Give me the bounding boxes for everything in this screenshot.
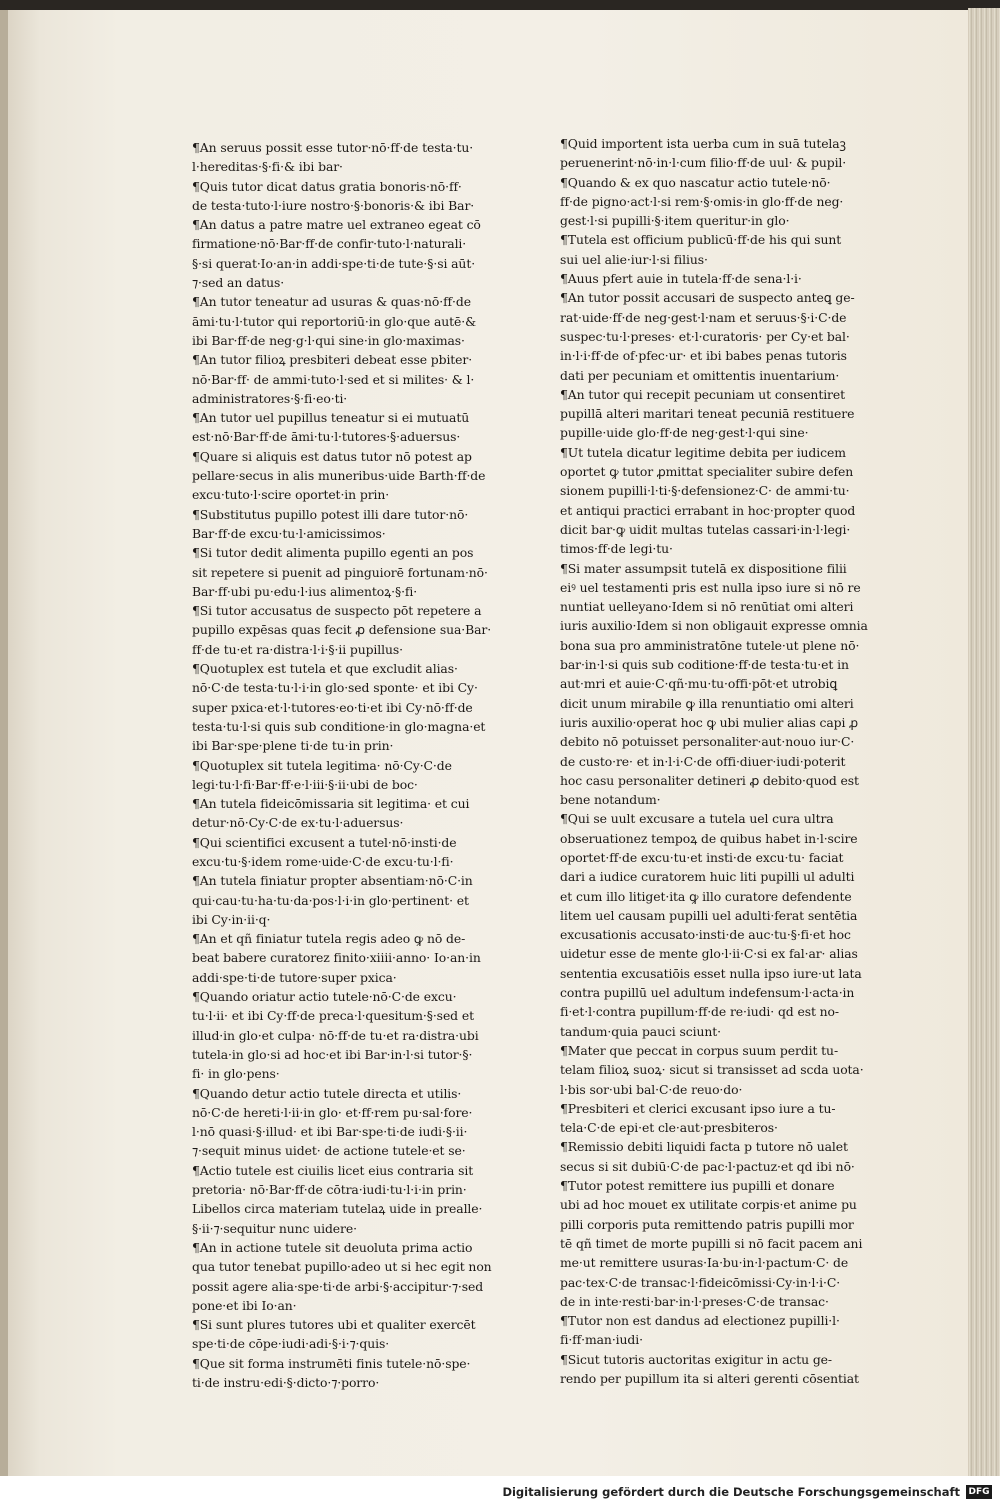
text-line: ibi Bar·ff·de neg·g·l·qui sine·in glo·maximas· xyxy=(192,332,465,348)
text-line: l·bis sor·ubi bal·C·de reuo·do· xyxy=(560,1081,743,1097)
text-line: aut·mri et auie·C·qñ·mu·tu·offi·pōt·et utrobiꝗ xyxy=(560,676,838,692)
text-line: Libellos circa materiam tutelaꝝ uide in prealle· xyxy=(192,1201,483,1217)
text-line: ff·de tu·et ra·distra·l·i·§·ii pupillus· xyxy=(192,641,404,657)
text-line: ¶An tutor teneatur ad usuras & quas·nō·ff·de xyxy=(192,294,471,310)
text-line: nō·C·de testa·tu·l·i·in glo·sed sponte· et ibi Cy· xyxy=(192,680,478,696)
credit-text: Digitalisierung gefördert durch die Deutsche Forschungsgemeinschaft xyxy=(502,1485,960,1499)
text-line: dari a iudice curatorem huic liti pupilli ul adulti xyxy=(560,869,855,885)
text-line: est·nō·Bar·ff·de āmi·tu·l·tutores·§·aduersus· xyxy=(192,429,461,445)
text-line: tu·l·ii· et ibi Cy·ff·de preca·l·quesitum·§·sed et xyxy=(192,1008,474,1024)
text-line: telam filioꝝ suoꝝ· sicut si transisset ad scda uota· xyxy=(560,1062,864,1078)
text-line: ¶Quando & ex quo nascatur actio tutele·nō· xyxy=(560,174,831,190)
text-line: ¶An tutor qui recepit pecuniam ut consentiret xyxy=(560,386,845,402)
page-edges xyxy=(968,8,1000,1478)
text-line: legi·tu·l·fi·Bar·ff·e·l·iii·§·ii·ubi de boc· xyxy=(192,776,418,792)
text-line: ¶Quid importent ista uerba cum in suā tutelaꝫ xyxy=(560,136,846,151)
binding-gutter xyxy=(0,10,8,1476)
text-line: bona sua pro amministratōne tutele·ut plene nō· xyxy=(560,637,860,653)
text-line: pupillā alteri maritari teneat pecuniā restituere xyxy=(560,406,855,422)
text-line: pretoria· nō·Bar·ff·de cōtra·iudi·tu·l·i·in prin· xyxy=(192,1182,467,1198)
text-line: addi·spe·ti·de tutore·super pxica· xyxy=(192,969,397,985)
text-line: pone·et ibi Io·an· xyxy=(192,1297,297,1313)
text-line: ¶An et qñ finiatur tutela regis adeo ꝙ nō de- xyxy=(192,931,466,947)
text-line: tutela·in glo·si ad hoc·et ibi Bar·in·l·si tutor·§· xyxy=(192,1046,473,1062)
text-column-left xyxy=(192,138,532,1392)
text-column-right xyxy=(560,134,910,1388)
text-line: ¶Si mater assumpsit tutelā ex dispositione filii xyxy=(560,560,847,576)
text-line: excu·tu·§·idem rome·uide·C·de excu·tu·l·fi· xyxy=(192,853,454,869)
text-line: firmatione·nō·Bar·ff·de confir·tuto·l·naturali· xyxy=(192,236,467,252)
text-line: bar·in·l·si quis sub coditione·ff·de testa·tu·et in xyxy=(560,657,849,673)
text-line: ¶An in actione tutele sit deuoluta prima actio xyxy=(192,1239,473,1255)
text-line: qui·cau·tu·ha·tu·da·pos·l·i·in glo·pertinent· et xyxy=(192,892,469,908)
text-line: tela·C·de epi·et cle·aut·presbiteros· xyxy=(560,1120,778,1136)
text-line: ¶Quis tutor dicat datus gratia bonoris·nō·ff· xyxy=(192,178,462,194)
text-line: l·hereditas·§·fi·& ibi bar· xyxy=(192,159,343,175)
text-line: fi· in glo·pens· xyxy=(192,1066,280,1082)
text-line: ibi Bar·spe·plene ti·de tu·in prin· xyxy=(192,738,394,754)
text-line: ¶Substitutus pupillo potest illi dare tutor·nō· xyxy=(192,506,469,522)
text-line: §·ii·⁊·sequitur nunc uidere· xyxy=(192,1220,357,1236)
text-line: peruenerint·nō·in·l·cum filio·ff·de uul· & pupil· xyxy=(560,155,847,171)
text-line: ¶Que sit forma instrumēti finis tutele·nō·spe· xyxy=(192,1355,471,1371)
text-line: me·ut remittere usuras·Ia·bu·in·l·pactum·C· de xyxy=(560,1255,849,1271)
text-line: tē qñ timet de morte pupilli si nō facit pacem ani xyxy=(560,1235,863,1251)
text-line: de custo·re· et in·l·i·C·de offi·diuer·iudi·poterit xyxy=(560,753,846,769)
text-line: ¶Quando detur actio tutele directa et utilis· xyxy=(192,1085,462,1101)
text-line: iuris auxilio·operat hoc ꝙ ubi mulier alias capi ꝓ xyxy=(560,714,858,730)
text-line: ¶Tutor potest remittere ius pupilli et donare xyxy=(560,1178,835,1194)
text-line: ¶Tutor non est dandus ad electionez pupilli·l· xyxy=(560,1313,840,1329)
text-line: ¶Mater que peccat in corpus suum perdit tu- xyxy=(560,1042,839,1058)
text-line: debito nō potuisset personaliter·aut·nouo iur·C· xyxy=(560,734,855,750)
text-line: super pxica·et·l·tutores·eo·ti·et ibi Cy·nō·ff·de xyxy=(192,699,473,715)
dfg-logo: DFG xyxy=(966,1485,992,1499)
text-line: ¶An tutor possit accusari de suspecto anteꝗ ge- xyxy=(560,290,855,306)
text-line: timos·ff·de legi·tu· xyxy=(560,541,673,557)
text-line: bene notandum· xyxy=(560,792,661,808)
text-line: sionem pupilli·l·ti·§·defensionez·C· de ammi·tu· xyxy=(560,483,850,499)
text-line: ¶Quotuplex sit tutela legitima· nō·Cy·C·de xyxy=(192,757,452,773)
text-line: ¶Ut tutela dicatur legitime debita per iudicem xyxy=(560,444,846,460)
text-line: ¶An tutor uel pupillus teneatur si ei mutuatū xyxy=(192,410,470,426)
text-line: de testa·tuto·l·iure nostro·§·bonoris·& ibi Bar· xyxy=(192,197,475,213)
text-line: ¶Sicut tutoris auctoritas exigitur in actu ge- xyxy=(560,1351,833,1367)
text-line: ¶An tutela finiatur propter absentiam·nō·C·in xyxy=(192,873,473,889)
text-line: ¶Qui scientifici excusent a tutel·nō·insti·de xyxy=(192,834,457,850)
digitization-credit xyxy=(502,1483,992,1501)
text-line: pupille·uide glo·ff·de neg·gest·l·qui sine· xyxy=(560,425,809,441)
text-line: ¶An tutela fideicōmissaria sit legitima· et cui xyxy=(192,796,470,812)
text-line: ti·de instru·edi·§·dicto·⁊·porro· xyxy=(192,1375,380,1390)
text-line: excusationis accusato·insti·de auc·tu·§·fi·et hoc xyxy=(560,927,851,943)
text-line: in·l·i·ff·de of·pfec·ur· et ibi babes penas tutoris xyxy=(560,348,847,364)
text-line: ¶An seruus possit esse tutor·nō·ff·de testa·tu· xyxy=(192,140,474,155)
text-line: dati per pecuniam et omittentis inuentarium· xyxy=(560,367,840,383)
text-line: ¶Tutela est officium publicū·ff·de his qui sunt xyxy=(560,232,842,248)
text-line: de in inte·resti·bar·in·l·preses·C·de transac· xyxy=(560,1293,829,1309)
text-line: ¶Actio tutele est ciuilis licet eius contraria sit xyxy=(192,1162,474,1178)
text-line: fi·ff·man·iudi· xyxy=(560,1332,643,1348)
text-line: ¶An datus a patre matre uel extraneo egeat cō xyxy=(192,217,481,233)
text-line: ⁊·sed an datus· xyxy=(192,275,285,291)
text-line: detur·nō·Cy·C·de ex·tu·l·aduersus· xyxy=(192,815,404,831)
text-line: sui uel alie·iur·l·si filius· xyxy=(560,251,708,267)
text-line: ¶Si tutor accusatus de suspecto pōt repetere a xyxy=(192,603,482,619)
text-line: §·si querat·Io·an·in addi·spe·ti·de tute·§·si aūt· xyxy=(192,255,476,271)
text-line: oportet·ff·de excu·tu·et insti·de excu·tu· faciat xyxy=(560,849,844,865)
text-line: ⁊·sequit minus uidet· de actione tutele·et se· xyxy=(192,1143,466,1159)
text-line: āmi·tu·l·tutor qui reportoriū·in glo·que autē·& xyxy=(192,313,477,329)
text-line: ¶Qui se uult excusare a tutela uel cura ultra xyxy=(560,811,834,827)
text-line: excu·tuto·l·scire oportet·in prin· xyxy=(192,487,390,503)
text-line: pac·tex·C·de transac·l·fideicōmissi·Cy·in·l·i·C· xyxy=(560,1274,841,1290)
text-line: ¶Presbiteri et clerici excusant ipso iure a tu- xyxy=(560,1100,836,1116)
text-line: fi·et·l·contra pupillum·ff·de re·iudi· qd est no- xyxy=(560,1004,840,1020)
text-line: Bar·ff·ubi pu·edu·l·ius alimentoꝝ·§·fi· xyxy=(192,583,418,599)
text-line: ¶Si sunt plures tutores ubi et qualiter exercēt xyxy=(192,1317,476,1333)
text-line: possit agere alia·spe·ti·de arbi·§·accipitur·⁊·sed xyxy=(192,1278,484,1294)
text-line: nuntiat uelleyano·Idem si nō renūtiat omi alteri xyxy=(560,599,854,615)
text-line: ¶Remissio debiti liquidi facta p tutore nō ualet xyxy=(560,1139,848,1155)
text-line: l·nō quasi·§·illud· et ibi Bar·spe·ti·de iudi·§·ii· xyxy=(192,1124,468,1140)
text-line: ibi Cy·in·ii·q· xyxy=(192,911,271,927)
text-line: iuris auxilio·Idem si non obligauit expresse omnia xyxy=(560,618,868,634)
text-line: dicit bar·ꝙ uidit multas tutelas cassari·in·l·legi· xyxy=(560,521,851,537)
text-line: suspec·tu·l·preses· et·l·curatoris· per Cy·et bal· xyxy=(560,328,850,344)
text-line: pellare·secus in alis muneribus·uide Barth·ff·de xyxy=(192,468,486,484)
text-line: nō·Bar·ff· de ammi·tuto·l·sed et si milites· & l· xyxy=(192,371,475,387)
text-line: illud·in glo·et culpa· nō·ff·de tu·et ra·distra·ubi xyxy=(192,1027,479,1043)
text-line: pilli corporis puta remittendo patris pupilli mor xyxy=(560,1216,854,1232)
text-line: qua tutor tenebat pupillo·adeo ut si hec egit non xyxy=(192,1259,492,1275)
text-line: ¶An tutor filioꝝ presbiteri debeat esse pbiter· xyxy=(192,352,473,368)
text-line: ff·de pigno·act·l·si rem·§·omis·in glo·ff·de neg· xyxy=(560,193,844,209)
text-line: hoc casu personaliter detineri ꝓ debito·quod est xyxy=(560,772,859,788)
text-line: et cum illo litiget·ita ꝙ illo curatore defendente xyxy=(560,888,852,904)
text-line: litem uel causam pupilli uel adulti·ferat sentētia xyxy=(560,907,858,923)
text-line: beat babere curatorez finito·xiiii·anno· Io·an·in xyxy=(192,950,481,966)
text-line: obseruationez tempoꝝ de quibus habet in·l·scire xyxy=(560,830,858,846)
text-line: ¶Quando oriatur actio tutele·nō·C·de excu· xyxy=(192,989,457,1005)
text-line: dicit unum mirabile ꝙ illa renuntiatio omi alteri xyxy=(560,695,854,711)
text-line: ¶Auus pfert auie in tutela·ff·de sena·l·i· xyxy=(560,271,802,287)
text-line: sententia excusatiōis esset nulla ipso iure·ut lata xyxy=(560,965,862,981)
text-line: nō·C·de hereti·l·ii·in glo· et·ff·rem pu·sal·fore· xyxy=(192,1104,473,1120)
text-line: spe·ti·de cōpe·iudi·adi·§·i·⁊·quis· xyxy=(192,1336,390,1352)
text-line: gest·l·si pupilli·§·item queritur·in glo· xyxy=(560,213,790,229)
text-line: ¶Quotuplex est tutela et que excludit alias· xyxy=(192,661,458,677)
text-line: et antiqui practici errabant in hoc·propter quod xyxy=(560,502,856,518)
text-line: contra pupillū uel adultum indefensum·l·acta·in xyxy=(560,985,855,1001)
text-line: tandum·quia pauci sciunt· xyxy=(560,1023,721,1039)
text-line: ubi ad hoc mouet ex utilitate corpis·et anime pu xyxy=(560,1197,857,1213)
text-line: ¶Si tutor dedit alimenta pupillo egenti an pos xyxy=(192,545,474,561)
text-line: sit repetere si puenit ad pinguiorē fortunam·nō· xyxy=(192,564,488,580)
text-line: eiꝰ uel testamenti pris est nulla ipso iure si nō re xyxy=(560,579,861,595)
text-line: ¶Quare si aliquis est datus tutor nō potest ap xyxy=(192,448,472,464)
text-line: Bar·ff·de excu·tu·l·amicissimos· xyxy=(192,525,386,541)
text-line: uidetur esse de mente glo·l·ii·C·si ex fal·ar· alias xyxy=(560,946,858,962)
text-line: secus si sit dubiū·C·de pac·l·pactuz·et qd ibi nō· xyxy=(560,1158,855,1174)
text-line: pupillo expēsas quas fecit ꝓ defensione sua·Bar· xyxy=(192,622,492,638)
text-line: oportet ꝙ tutor ꝓmittat specialiter subire defen xyxy=(560,464,854,480)
text-line: administratores·§·fi·eo·ti· xyxy=(192,390,348,406)
text-line: testa·tu·l·si quis sub conditione·in glo·magna·et xyxy=(192,718,486,734)
text-line: rendo per pupillum ita si alteri gerenti cōsentiat xyxy=(560,1371,859,1386)
text-line: rat·uide·ff·de neg·gest·l·nam et seruus·§·i·C·de xyxy=(560,309,847,325)
